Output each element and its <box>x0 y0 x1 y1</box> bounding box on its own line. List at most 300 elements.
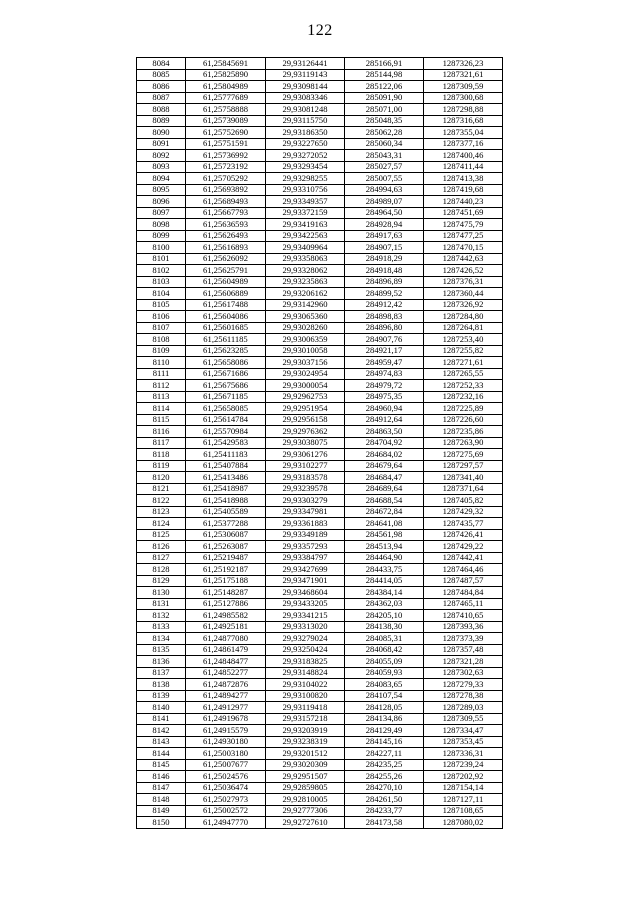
latitude-cell: 61,25758888 <box>186 104 266 116</box>
table-row <box>137 667 503 679</box>
y-coordinate-cell: 1287411,44 <box>424 161 503 173</box>
latitude-cell: 61,25616893 <box>186 242 266 254</box>
longitude-cell: 29,93115750 <box>266 115 345 127</box>
longitude-cell: 29,93104022 <box>266 679 345 691</box>
latitude-cell: 61,25606889 <box>186 288 266 300</box>
point-number-cell: 8098 <box>137 219 186 231</box>
point-number-cell: 8143 <box>137 736 186 748</box>
longitude-cell: 29,93235863 <box>266 276 345 288</box>
table-row <box>137 782 503 794</box>
longitude-cell: 29,93279024 <box>266 633 345 645</box>
table-row <box>137 690 503 702</box>
table-row <box>137 184 503 196</box>
latitude-cell: 61,25693892 <box>186 184 266 196</box>
y-coordinate-cell: 1287393,36 <box>424 621 503 633</box>
table-row <box>137 552 503 564</box>
y-coordinate-cell: 1287465,11 <box>424 598 503 610</box>
x-coordinate-cell: 285166,91 <box>345 58 424 70</box>
longitude-cell: 29,92777306 <box>266 805 345 817</box>
table-row <box>137 288 503 300</box>
longitude-cell: 29,93100820 <box>266 690 345 702</box>
longitude-cell: 29,93142960 <box>266 299 345 311</box>
y-coordinate-cell: 1287429,22 <box>424 541 503 553</box>
longitude-cell: 29,93239578 <box>266 483 345 495</box>
table-row <box>137 345 503 357</box>
point-number-cell: 8112 <box>137 380 186 392</box>
table-row <box>137 736 503 748</box>
longitude-cell: 29,93206162 <box>266 288 345 300</box>
y-coordinate-cell: 1287487,57 <box>424 575 503 587</box>
longitude-cell: 29,93000054 <box>266 380 345 392</box>
y-coordinate-cell: 1287442,63 <box>424 253 503 265</box>
coordinates-table-body <box>137 58 503 829</box>
y-coordinate-cell: 1287373,39 <box>424 633 503 645</box>
x-coordinate-cell: 284059,93 <box>345 667 424 679</box>
point-number-cell: 8114 <box>137 403 186 415</box>
y-coordinate-cell: 1287376,31 <box>424 276 503 288</box>
y-coordinate-cell: 1287225,89 <box>424 403 503 415</box>
latitude-cell: 61,25604086 <box>186 311 266 323</box>
table-row <box>137 495 503 507</box>
table-row <box>137 173 503 185</box>
table-row <box>137 69 503 81</box>
latitude-cell: 61,25611185 <box>186 334 266 346</box>
table-row <box>137 587 503 599</box>
y-coordinate-cell: 1287321,28 <box>424 656 503 668</box>
x-coordinate-cell: 284464,90 <box>345 552 424 564</box>
x-coordinate-cell: 284896,80 <box>345 322 424 334</box>
table-row <box>137 81 503 93</box>
x-coordinate-cell: 284898,83 <box>345 311 424 323</box>
y-coordinate-cell: 1287426,52 <box>424 265 503 277</box>
y-coordinate-cell: 1287484,84 <box>424 587 503 599</box>
latitude-cell: 61,25411183 <box>186 449 266 461</box>
y-coordinate-cell: 1287284,80 <box>424 311 503 323</box>
table-row <box>137 196 503 208</box>
table-row <box>137 299 503 311</box>
longitude-cell: 29,93293454 <box>266 161 345 173</box>
longitude-cell: 29,92976362 <box>266 426 345 438</box>
x-coordinate-cell: 284433,75 <box>345 564 424 576</box>
x-coordinate-cell: 285062,28 <box>345 127 424 139</box>
x-coordinate-cell: 284994,63 <box>345 184 424 196</box>
y-coordinate-cell: 1287275,69 <box>424 449 503 461</box>
longitude-cell: 29,93038075 <box>266 437 345 449</box>
longitude-cell: 29,93020309 <box>266 759 345 771</box>
y-coordinate-cell: 1287239,24 <box>424 759 503 771</box>
y-coordinate-cell: 1287202,92 <box>424 771 503 783</box>
x-coordinate-cell: 285043,31 <box>345 150 424 162</box>
latitude-cell: 61,24947770 <box>186 817 266 829</box>
point-number-cell: 8120 <box>137 472 186 484</box>
point-number-cell: 8103 <box>137 276 186 288</box>
table-row <box>137 748 503 760</box>
longitude-cell: 29,93427699 <box>266 564 345 576</box>
table-row <box>137 138 503 150</box>
table-row <box>137 403 503 415</box>
x-coordinate-cell: 284205,10 <box>345 610 424 622</box>
table-row <box>137 449 503 461</box>
point-number-cell: 8119 <box>137 460 186 472</box>
point-number-cell: 8150 <box>137 817 186 829</box>
point-number-cell: 8106 <box>137 311 186 323</box>
longitude-cell: 29,93061276 <box>266 449 345 461</box>
x-coordinate-cell: 285091,90 <box>345 92 424 104</box>
x-coordinate-cell: 284261,50 <box>345 794 424 806</box>
longitude-cell: 29,92951507 <box>266 771 345 783</box>
longitude-cell: 29,93372159 <box>266 207 345 219</box>
point-number-cell: 8144 <box>137 748 186 760</box>
longitude-cell: 29,92810005 <box>266 794 345 806</box>
x-coordinate-cell: 284641,08 <box>345 518 424 530</box>
x-coordinate-cell: 284128,05 <box>345 702 424 714</box>
table-row <box>137 219 503 231</box>
x-coordinate-cell: 284918,29 <box>345 253 424 265</box>
x-coordinate-cell: 284989,07 <box>345 196 424 208</box>
y-coordinate-cell: 1287429,32 <box>424 506 503 518</box>
longitude-cell: 29,92956158 <box>266 414 345 426</box>
x-coordinate-cell: 284863,50 <box>345 426 424 438</box>
table-row <box>137 334 503 346</box>
latitude-cell: 61,25604989 <box>186 276 266 288</box>
latitude-cell: 61,25377288 <box>186 518 266 530</box>
x-coordinate-cell: 284921,17 <box>345 345 424 357</box>
latitude-cell: 61,24915579 <box>186 725 266 737</box>
x-coordinate-cell: 284912,42 <box>345 299 424 311</box>
point-number-cell: 8110 <box>137 357 186 369</box>
table-row <box>137 92 503 104</box>
latitude-cell: 61,25845691 <box>186 58 266 70</box>
y-coordinate-cell: 1287419,68 <box>424 184 503 196</box>
point-number-cell: 8095 <box>137 184 186 196</box>
point-number-cell: 8084 <box>137 58 186 70</box>
latitude-cell: 61,25658086 <box>186 357 266 369</box>
latitude-cell: 61,25175188 <box>186 575 266 587</box>
longitude-cell: 29,92859805 <box>266 782 345 794</box>
latitude-cell: 61,25675686 <box>186 380 266 392</box>
x-coordinate-cell: 284672,84 <box>345 506 424 518</box>
table-row <box>137 633 503 645</box>
table-row <box>137 207 503 219</box>
x-coordinate-cell: 284085,31 <box>345 633 424 645</box>
y-coordinate-cell: 1287271,61 <box>424 357 503 369</box>
point-number-cell: 8133 <box>137 621 186 633</box>
longitude-cell: 29,93303279 <box>266 495 345 507</box>
table-row <box>137 483 503 495</box>
latitude-cell: 61,25626092 <box>186 253 266 265</box>
latitude-cell: 61,24872876 <box>186 679 266 691</box>
table-row <box>137 518 503 530</box>
longitude-cell: 29,93201512 <box>266 748 345 760</box>
table-row <box>137 679 503 691</box>
longitude-cell: 29,93419163 <box>266 219 345 231</box>
latitude-cell: 61,25625791 <box>186 265 266 277</box>
point-number-cell: 8093 <box>137 161 186 173</box>
table-row <box>137 127 503 139</box>
table-row <box>137 391 503 403</box>
y-coordinate-cell: 1287334,47 <box>424 725 503 737</box>
x-coordinate-cell: 284704,92 <box>345 437 424 449</box>
table-row <box>137 564 503 576</box>
latitude-cell: 61,25671185 <box>186 391 266 403</box>
point-number-cell: 8088 <box>137 104 186 116</box>
y-coordinate-cell: 1287426,41 <box>424 529 503 541</box>
x-coordinate-cell: 284975,35 <box>345 391 424 403</box>
point-number-cell: 8134 <box>137 633 186 645</box>
latitude-cell: 61,25192187 <box>186 564 266 576</box>
table-row <box>137 322 503 334</box>
longitude-cell: 29,93328062 <box>266 265 345 277</box>
latitude-cell: 61,25024576 <box>186 771 266 783</box>
table-row <box>137 656 503 668</box>
point-number-cell: 8135 <box>137 644 186 656</box>
y-coordinate-cell: 1287357,48 <box>424 644 503 656</box>
point-number-cell: 8090 <box>137 127 186 139</box>
point-number-cell: 8138 <box>137 679 186 691</box>
point-number-cell: 8123 <box>137 506 186 518</box>
y-coordinate-cell: 1287316,68 <box>424 115 503 127</box>
latitude-cell: 61,25418988 <box>186 495 266 507</box>
point-number-cell: 8127 <box>137 552 186 564</box>
point-number-cell: 8145 <box>137 759 186 771</box>
latitude-cell: 61,25723192 <box>186 161 266 173</box>
point-number-cell: 8102 <box>137 265 186 277</box>
latitude-cell: 61,25752690 <box>186 127 266 139</box>
point-number-cell: 8092 <box>137 150 186 162</box>
x-coordinate-cell: 285048,35 <box>345 115 424 127</box>
x-coordinate-cell: 284255,26 <box>345 771 424 783</box>
y-coordinate-cell: 1287278,38 <box>424 690 503 702</box>
point-number-cell: 8116 <box>137 426 186 438</box>
table-row <box>137 575 503 587</box>
point-number-cell: 8118 <box>137 449 186 461</box>
table-row <box>137 598 503 610</box>
latitude-cell: 61,25658085 <box>186 403 266 415</box>
table-row <box>137 253 503 265</box>
y-coordinate-cell: 1287410,65 <box>424 610 503 622</box>
x-coordinate-cell: 284362,03 <box>345 598 424 610</box>
point-number-cell: 8139 <box>137 690 186 702</box>
x-coordinate-cell: 284129,49 <box>345 725 424 737</box>
point-number-cell: 8122 <box>137 495 186 507</box>
table-row <box>137 702 503 714</box>
latitude-cell: 61,25636593 <box>186 219 266 231</box>
x-coordinate-cell: 284513,94 <box>345 541 424 553</box>
y-coordinate-cell: 1287263,90 <box>424 437 503 449</box>
longitude-cell: 29,93238319 <box>266 736 345 748</box>
y-coordinate-cell: 1287336,31 <box>424 748 503 760</box>
point-number-cell: 8087 <box>137 92 186 104</box>
table-row <box>137 644 503 656</box>
point-number-cell: 8097 <box>137 207 186 219</box>
table-row <box>137 58 503 70</box>
table-row <box>137 357 503 369</box>
latitude-cell: 61,25825890 <box>186 69 266 81</box>
latitude-cell: 61,25306087 <box>186 529 266 541</box>
longitude-cell: 29,92727610 <box>266 817 345 829</box>
y-coordinate-cell: 1287253,40 <box>424 334 503 346</box>
longitude-cell: 29,93102277 <box>266 460 345 472</box>
latitude-cell: 61,25667793 <box>186 207 266 219</box>
longitude-cell: 29,93010058 <box>266 345 345 357</box>
latitude-cell: 61,24919678 <box>186 713 266 725</box>
latitude-cell: 61,25418987 <box>186 483 266 495</box>
longitude-cell: 29,93098144 <box>266 81 345 93</box>
y-coordinate-cell: 1287080,02 <box>424 817 503 829</box>
table-row <box>137 725 503 737</box>
point-number-cell: 8091 <box>137 138 186 150</box>
table-row <box>137 794 503 806</box>
x-coordinate-cell: 284414,05 <box>345 575 424 587</box>
x-coordinate-cell: 284679,64 <box>345 460 424 472</box>
point-number-cell: 8100 <box>137 242 186 254</box>
longitude-cell: 29,93349189 <box>266 529 345 541</box>
table-row <box>137 242 503 254</box>
x-coordinate-cell: 285144,98 <box>345 69 424 81</box>
y-coordinate-cell: 1287377,16 <box>424 138 503 150</box>
longitude-cell: 29,93468604 <box>266 587 345 599</box>
y-coordinate-cell: 1287341,40 <box>424 472 503 484</box>
latitude-cell: 61,25777689 <box>186 92 266 104</box>
y-coordinate-cell: 1287326,92 <box>424 299 503 311</box>
longitude-cell: 29,93126441 <box>266 58 345 70</box>
latitude-cell: 61,25751591 <box>186 138 266 150</box>
table-row <box>137 621 503 633</box>
point-number-cell: 8136 <box>137 656 186 668</box>
longitude-cell: 29,93358063 <box>266 253 345 265</box>
x-coordinate-cell: 284960,94 <box>345 403 424 415</box>
point-number-cell: 8089 <box>137 115 186 127</box>
point-number-cell: 8130 <box>137 587 186 599</box>
table-row <box>137 161 503 173</box>
table-row <box>137 368 503 380</box>
point-number-cell: 8109 <box>137 345 186 357</box>
point-number-cell: 8115 <box>137 414 186 426</box>
x-coordinate-cell: 284384,14 <box>345 587 424 599</box>
table-row <box>137 265 503 277</box>
longitude-cell: 29,93148824 <box>266 667 345 679</box>
longitude-cell: 29,93065360 <box>266 311 345 323</box>
longitude-cell: 29,93227650 <box>266 138 345 150</box>
latitude-cell: 61,25036474 <box>186 782 266 794</box>
latitude-cell: 61,25027973 <box>186 794 266 806</box>
point-number-cell: 8131 <box>137 598 186 610</box>
x-coordinate-cell: 285027,57 <box>345 161 424 173</box>
latitude-cell: 61,25407884 <box>186 460 266 472</box>
latitude-cell: 61,24848477 <box>186 656 266 668</box>
table-row <box>137 311 503 323</box>
latitude-cell: 61,25263087 <box>186 541 266 553</box>
latitude-cell: 61,25148287 <box>186 587 266 599</box>
latitude-cell: 61,25689493 <box>186 196 266 208</box>
point-number-cell: 8148 <box>137 794 186 806</box>
longitude-cell: 29,93298255 <box>266 173 345 185</box>
latitude-cell: 61,25127886 <box>186 598 266 610</box>
point-number-cell: 8137 <box>137 667 186 679</box>
longitude-cell: 29,93024954 <box>266 368 345 380</box>
x-coordinate-cell: 284689,64 <box>345 483 424 495</box>
table-row <box>137 759 503 771</box>
latitude-cell: 61,25626493 <box>186 230 266 242</box>
x-coordinate-cell: 284233,77 <box>345 805 424 817</box>
y-coordinate-cell: 1287355,04 <box>424 127 503 139</box>
y-coordinate-cell: 1287226,60 <box>424 414 503 426</box>
longitude-cell: 29,93384797 <box>266 552 345 564</box>
table-row <box>137 506 503 518</box>
x-coordinate-cell: 284235,25 <box>345 759 424 771</box>
point-number-cell: 8129 <box>137 575 186 587</box>
x-coordinate-cell: 284688,54 <box>345 495 424 507</box>
y-coordinate-cell: 1287326,23 <box>424 58 503 70</box>
table-row <box>137 115 503 127</box>
latitude-cell: 61,25429583 <box>186 437 266 449</box>
latitude-cell: 61,24930180 <box>186 736 266 748</box>
point-number-cell: 8105 <box>137 299 186 311</box>
point-number-cell: 8132 <box>137 610 186 622</box>
table-row <box>137 150 503 162</box>
y-coordinate-cell: 1287265,55 <box>424 368 503 380</box>
longitude-cell: 29,93409964 <box>266 242 345 254</box>
point-number-cell: 8108 <box>137 334 186 346</box>
table-row <box>137 771 503 783</box>
table-row <box>137 817 503 829</box>
longitude-cell: 29,93203919 <box>266 725 345 737</box>
latitude-cell: 61,24861479 <box>186 644 266 656</box>
latitude-cell: 61,24852277 <box>186 667 266 679</box>
x-coordinate-cell: 284173,58 <box>345 817 424 829</box>
x-coordinate-cell: 284083,65 <box>345 679 424 691</box>
x-coordinate-cell: 284145,16 <box>345 736 424 748</box>
point-number-cell: 8121 <box>137 483 186 495</box>
point-number-cell: 8142 <box>137 725 186 737</box>
table-row <box>137 380 503 392</box>
longitude-cell: 29,93250424 <box>266 644 345 656</box>
y-coordinate-cell: 1287442,41 <box>424 552 503 564</box>
page-number: 122 <box>307 22 333 39</box>
y-coordinate-cell: 1287255,82 <box>424 345 503 357</box>
point-number-cell: 8140 <box>137 702 186 714</box>
longitude-cell: 29,93183825 <box>266 656 345 668</box>
point-number-cell: 8124 <box>137 518 186 530</box>
point-number-cell: 8113 <box>137 391 186 403</box>
longitude-cell: 29,93310756 <box>266 184 345 196</box>
latitude-cell: 61,25614784 <box>186 414 266 426</box>
x-coordinate-cell: 284964,50 <box>345 207 424 219</box>
longitude-cell: 29,93183578 <box>266 472 345 484</box>
y-coordinate-cell: 1287413,38 <box>424 173 503 185</box>
point-number-cell: 8107 <box>137 322 186 334</box>
x-coordinate-cell: 284928,94 <box>345 219 424 231</box>
longitude-cell: 29,93006359 <box>266 334 345 346</box>
y-coordinate-cell: 1287440,23 <box>424 196 503 208</box>
latitude-cell: 61,25570984 <box>186 426 266 438</box>
point-number-cell: 8141 <box>137 713 186 725</box>
coordinates-table <box>136 57 503 829</box>
latitude-cell: 61,25736992 <box>186 150 266 162</box>
longitude-cell: 29,92962753 <box>266 391 345 403</box>
x-coordinate-cell: 284912,64 <box>345 414 424 426</box>
longitude-cell: 29,93433205 <box>266 598 345 610</box>
longitude-cell: 29,93347981 <box>266 506 345 518</box>
longitude-cell: 29,93037156 <box>266 357 345 369</box>
latitude-cell: 61,24877080 <box>186 633 266 645</box>
latitude-cell: 61,24985582 <box>186 610 266 622</box>
point-number-cell: 8104 <box>137 288 186 300</box>
point-number-cell: 8094 <box>137 173 186 185</box>
table-row <box>137 426 503 438</box>
x-coordinate-cell: 284907,15 <box>345 242 424 254</box>
y-coordinate-cell: 1287405,82 <box>424 495 503 507</box>
